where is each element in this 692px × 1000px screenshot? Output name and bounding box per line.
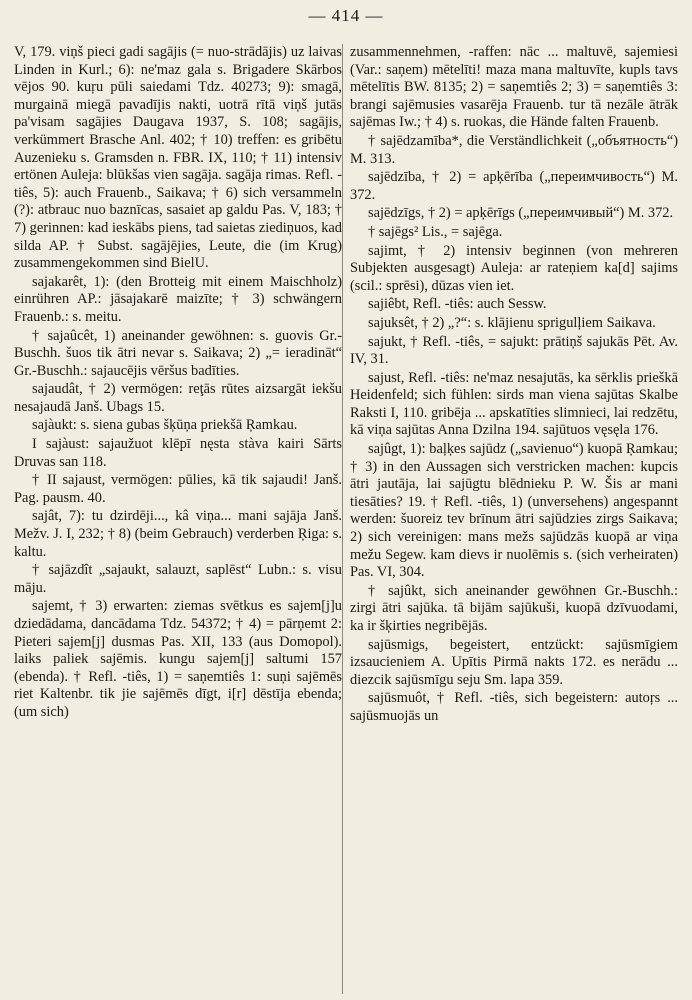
entry-paragraph: zusammennehmen, -raffen: nāc ... maltuvē, sajemiesi (Var.: saņem) mētelīti! maza mana maltuvīte, kupls tavs mētelītis BW. 8135; 2) = saņemtiês 2; 3) = saņemtiês 3: brangi sajēmusies vasarēja Frauenb. tur tā nezāle ātrāk sajēmas Iw.; † 4) s. ruokas, die Hände falten Frauenb. bbox=[350, 44, 678, 131]
entry-paragraph: sajūsmuôt, † Refl. -tiês, sich begeistern: autoŗs ... sajūsmuojās un bbox=[350, 690, 678, 724]
entry-paragraph: † sajēdzamība*, die Verständlichkeit („объятность“) M. 313. bbox=[350, 132, 678, 167]
column-divider bbox=[342, 44, 343, 994]
entry-paragraph: † sajēgs² Lis., = sajēga. bbox=[368, 223, 503, 240]
entry-paragraph: † sajāzdît „sajaukt, salauzt, saplēst“ Lubn.: s. visu māju. bbox=[14, 562, 342, 596]
entry-paragraph: † sajaûcêt, 1) aneinander gewöhnen: s. guovis Gr.-Buschh. šuos tik ātri nevar s. Saikava; 2) „= ieradināt“ Gr.-Buschh.: sajaucējis vēršus badīties. bbox=[14, 327, 342, 379]
entry-paragraph: V, 179. viņš pieci gadi sagājis (= nuo-strādājis) uz laivas Linden in Kurl.; 6): ne'maz gala s. Brigadere Skārbos vējos 90. kuŗu pūli saiedami Tdz. 40273; 9): smagā, murgainā miegā pavadījis nakti, uotrā rītā viņš jutās pa'visam sagājies Daugava 1937, S. 108; sagājis, verkümmert Brasche Anl. 402; † 10) treffen: es gribētu Auzenieku s. Gramsden n. FBR. IX, 110; † 11) intensiv ertönen Auleja: blūkšas vien sagāja. sagāja rimas. Refl. -tiês, 5): auch Frauenb., Saikava; † 6) sich versammeln (?): atbrauc nuo baznīcas, sasaiet ap galdu Pas. V, 183; † 7) gerinnen: kad ieskābs piens, tad saietas ziediņuos, kad silda AP. † Subst. sagājējies, Leute, die (im Krug) zusammengekommen sind BielU. bbox=[14, 44, 342, 272]
left-column bbox=[14, 44, 342, 723]
entry-paragraph: sajiêbt, Refl. -tiês: auch Sessw. bbox=[368, 296, 547, 313]
entry-paragraph: sajūsmigs, begeistert, entzückt: sajūsmīgiem izsaucieniem A. Upītis Pirmā nakts 172. es nerādu ... diezcik sajūsmīgu seju Sm. lapa 359. bbox=[350, 636, 678, 688]
entry-paragraph: sajuksêt, † 2) „?“: s. klājienu sprigulļiem Saikava. bbox=[368, 314, 656, 331]
entry-paragraph: sajemt, † 3) erwarten: ziemas svētkus es sajem[j]u dziedādama, dancādama Tdz. 54372; † 4) = pārņemt 2: Pieteri sajem[j] dusmas Pas. XII, 133 (aus Domopol). laiks paliek sajēmis. kungu sajem[j] saltumi 157 (ebenda). † Refl. -tiês, 1) = saņemtiês 1: suņi sajēmēs riet Kaltenbr. tik jie sajēmēs dīgt, i[r] dēstīja ebenda; (um sich) bbox=[14, 598, 342, 720]
entry-paragraph: sajust, Refl. -tiês: ne'maz nesajutās, ka sērklis prieškā Heidenfeld; sich fühlen: sirds man viena sajūtas Skalbe Raksti I, 110. gribēja ... apskatīties slimnieci, lai redzētu, kā viņa sajūtas Anna Dzilna 194. sajūtuos vęsęla 176. bbox=[350, 369, 678, 439]
page-number: — 414 — bbox=[308, 6, 384, 25]
entry-paragraph: sajimt, † 2) intensiv beginnen (von mehreren Subjekten ausgesagt) Auleja: ar rateņiem ka[d] sajims (scil.: sprēsi), dūzas vien iet. bbox=[350, 242, 678, 294]
entry-paragraph: sajaudât, † 2) vermögen: reţās rūtes aizsargāt iekšu nesajaudā Janš. Ubags 15. bbox=[14, 381, 342, 415]
entry-paragraph: † sajûkt, sich aneinander gewöhnen Gr.-Buschh.: zirgi ātri sajūka. tā bijām sajūkuši, kuopā dzīvuodami, ka ir šķirties negribējās. bbox=[350, 582, 678, 634]
entry-paragraph: sajakarêt, 1): (den Brotteig mit einem Maischholz) einrühren AP.: jāsajakarē maizīte; † 3) schwängern Frauenb.: s. meitu. bbox=[14, 273, 342, 325]
entry-paragraph: sajukt, † Refl. -tiês, = sajukt: prātiņš sajukās Pēt. Av. IV, 31. bbox=[350, 333, 678, 368]
entry-paragraph: sajēdzība, † 2) = apķērība („переимчивость“) M. 372. bbox=[350, 169, 678, 203]
entry-paragraph: sajēdzīgs, † 2) = apķērīgs („переимчивый“) M. 372. bbox=[368, 205, 674, 222]
entry-paragraph: sajûgt, 1): baļķes sajūdz („savienuo“) kuopā Ŗamkau; † 3) in den Aussagen sich verstricken machen: kupcis ātri jautāja, lai sajūgtu blēdnieku P. W. Šis ar mani tiesāties? 19. † Refl. -tiês, 1) (unversehens) angespannt werden: šuoreiz tev brīnum ātri sajūdzies zirgs Saikava; 2) sich vereinigen: mans mežs sajūdzās kuopā ar viņa mežu Segew. kam dievs ir nuolēmis s. (sich verheiraten) Pas. VI, 304. bbox=[350, 441, 678, 581]
entry-paragraph: I sajàust: sajaužuot klēpī nęsta stàva kairi Sārts Druvas san 118. bbox=[14, 436, 342, 470]
right-column bbox=[350, 44, 678, 727]
entry-paragraph: sajât, 7): tu dzirdēji..., kâ viņa... mani sajāja Janš. Mežv. J. I, 232; † 8) (beim Gebrauch) verderben Ŗiga: s. kaltu. bbox=[14, 508, 342, 560]
entry-paragraph: † II sajaust, vermögen: pūlies, kā tik sajaudi! Janš. Pag. pausm. 40. bbox=[14, 472, 342, 506]
entry-paragraph: sajàukt: s. siena gubas šķūņa priekšā Ŗamkau. bbox=[32, 417, 298, 434]
